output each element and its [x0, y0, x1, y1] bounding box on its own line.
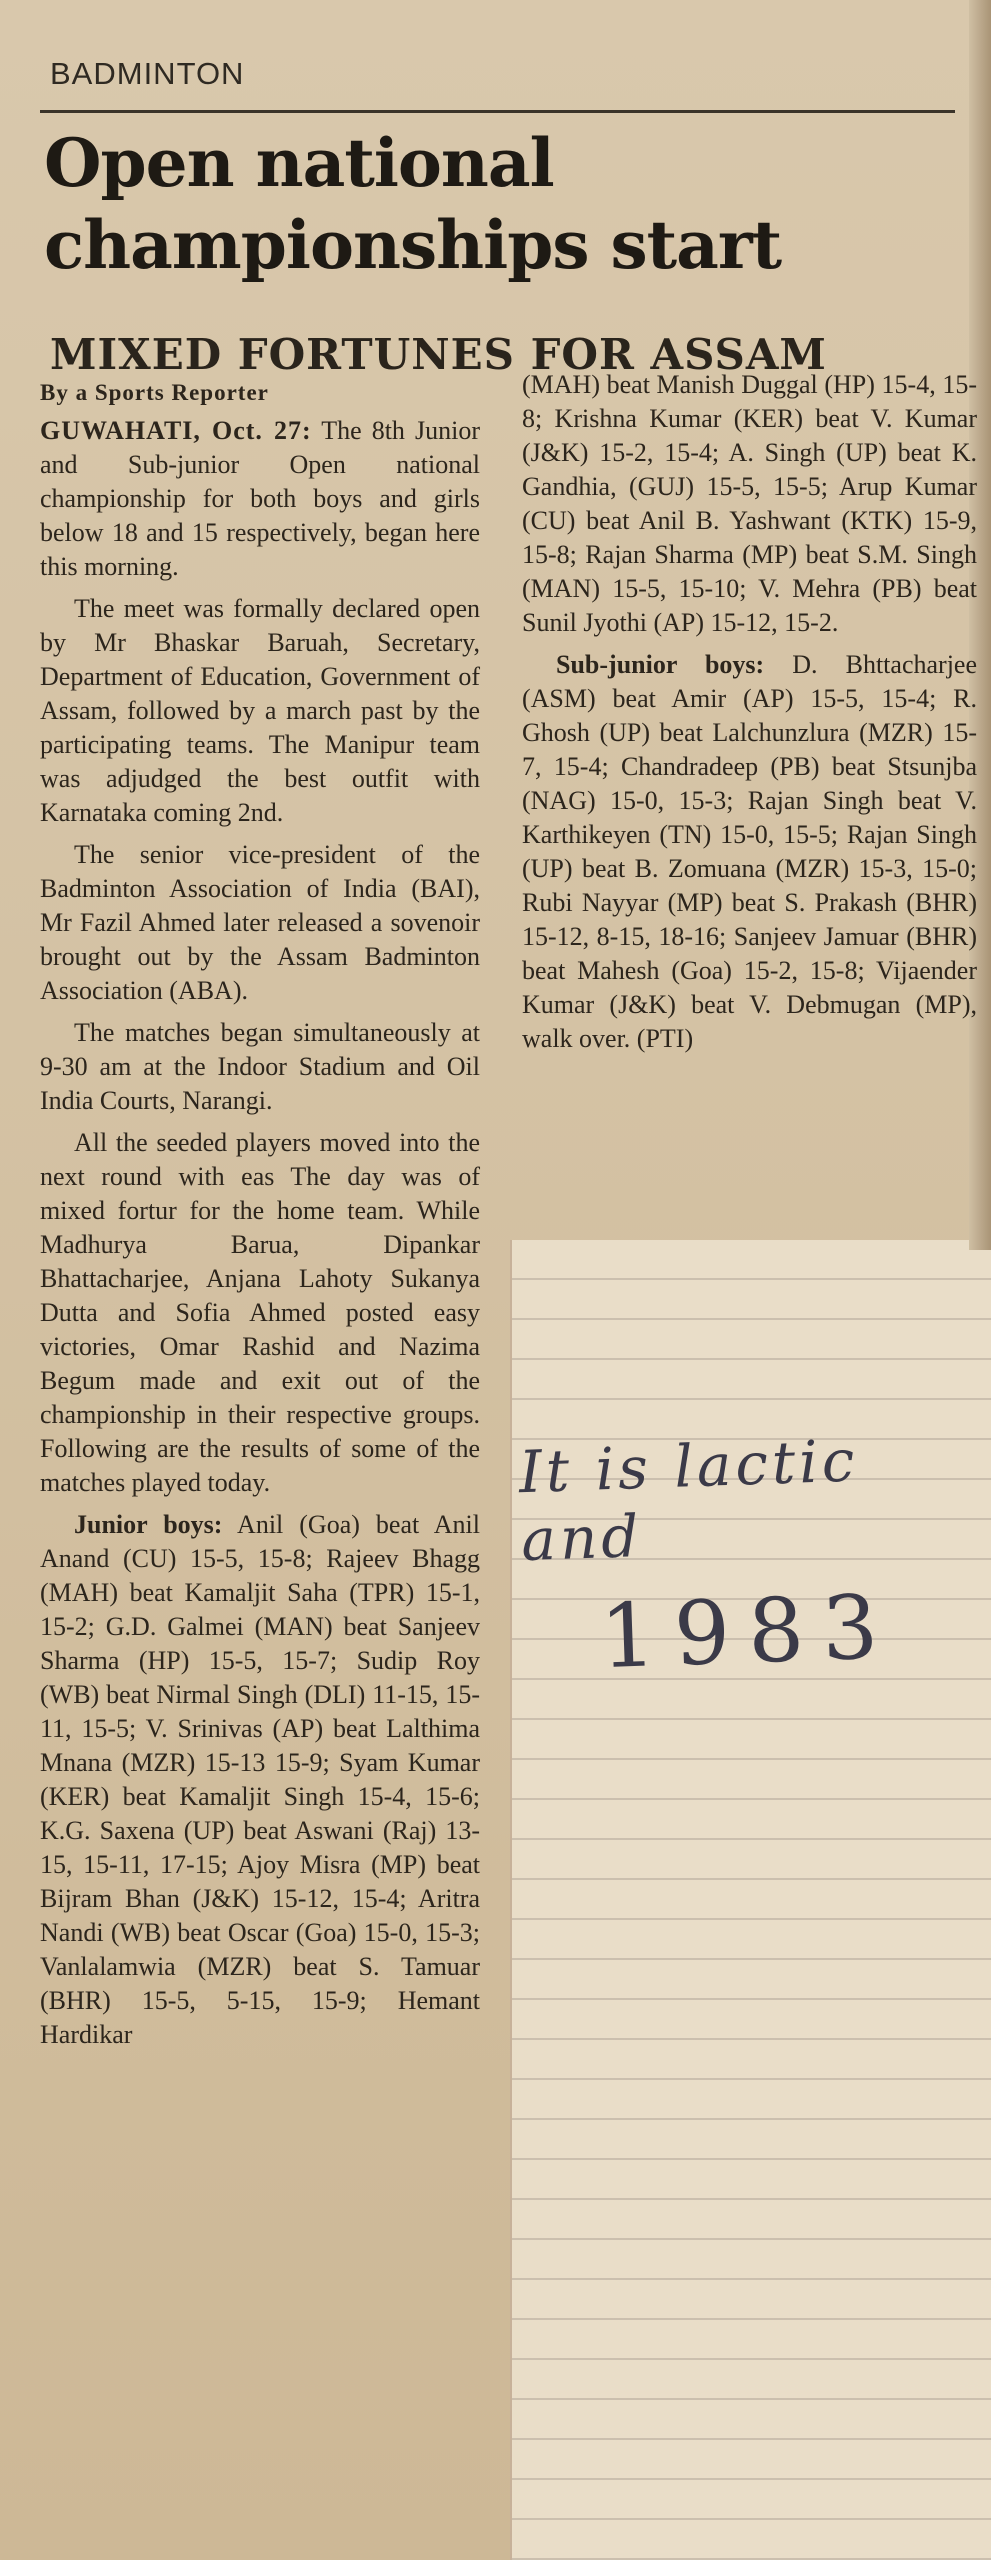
handwritten-note: It is lactic and — [517, 1426, 860, 1575]
junior-text: Anil (Goa) beat Anil Anand (CU) 15-5, 15-8; Rajeev Bhagg (MAH) beat Kamaljit Saha (TPR) 15-1, 15-2; G.D. Galmei (MAN) beat Sanjeev Sharma (HP) 15-5, 15-7; Sudip Roy (WB) beat Nirmal Singh (DLI) 11-15, 15-11, 15-5; V. Srinivas (AP) beat Lalthima Mnana (MZR) 15-13 15-9; Syam Kumar (KER) beat Kamaljit Singh 15-4, 15-6; K.G. Saxena (UP) beat Aswani (Raj) 13-15, 15-11, 17-15; Ajoy Misra (MP) beat Bijram Bhan (J&K) 15-12, 15-4; Aritra Nandi (WB) beat Oscar (Goa) 15-0, 15-3; Vanlalamwia (MZR) beat S. Tamuar (BHR) 15-5, 5-15, 15-9; Hemant Hardikar — [40, 1510, 481, 2049]
section-rule — [40, 110, 955, 113]
sub-junior-text: D. Bhttacharjee (ASM) beat Amir (AP) 15-5, 15-4; R. Ghosh (UP) beat Lalchunzlura (MZR) 15-7, 15-4; Chandradeep (PB) beat Stsunjba (NAG) 15-0, 15-3; Rajan Singh beat V. Karthikeyen (TN) 15-0, 15-5; Rajan Singh (UP) beat B. Zomuana (MZR) 15-3, 15-0; Rubi Nayyar (MP) beat S. Prakash (BHR) 15-12, 8-15, 18-16; Sanjeev Jamuar (BHR) beat Mahesh (Goa) 15-2, 15-8; Vijaender Kumar (J&K) beat V. Debmugan (MP), walk over. (PTI) — [522, 650, 977, 1053]
notepaper-margin — [510, 1240, 512, 2560]
sub-junior-results — [522, 648, 977, 1056]
junior-results — [40, 1508, 480, 2052]
right-column — [522, 368, 977, 1064]
section-label: BADMINTON — [50, 56, 245, 91]
paragraph-matches: The matches began simultaneously at 9-30 am at the Indoor Stadium and Oil India Courts, Narangi. — [40, 1018, 480, 1115]
lead-paragraph — [40, 414, 480, 584]
lead-text: The 8th Junior and Sub-junior Open national championship for both boys and girls below 18 and 15 respectively, began here this morning. — [40, 416, 480, 581]
paragraph-seeded: All the seeded players moved into the next round with eas The day was of mixed fortur for the home team. While Madhurya Barua, Dipankar Bhattacharjee, Anjana Lahoty Sukanya Dutta and Sofia Ahmed posted easy victories, Omar Rashid and Nazima Begum made and exit out of the championship in their respective groups. Following are the results of some of the matches played today. — [40, 1128, 480, 1497]
sub-junior-label: Sub-junior boys: — [556, 650, 765, 679]
subheadline: MIXED FORTUNES FOR ASSAM — [50, 330, 827, 379]
handwritten-year: 1983 — [598, 1574, 898, 1689]
byline: By a Sports Reporter — [40, 380, 269, 405]
paragraph-opening: The meet was formally declared open by Mr Bhaskar Baruah, Secretary, Department of Education, Government of Assam, followed by a march past by the participating teams. The Manipur team was adjudged the best outfit with Karnataka coming 2nd. — [40, 594, 480, 827]
junior-label: Junior boys: — [74, 1510, 223, 1539]
junior-results-cont: (MAH) beat Manish Duggal (HP) 15-4, 15-8; Krishna Kumar (KER) beat V. Kumar (J&K) 15-2, 15-4; A. Singh (UP) beat K. Gandhia, (GUJ) 15-5, 15-5; Arup Kumar (CU) beat Anil B. Yashwant (KTK) 15-9, 15-8; Rajan Sharma (MP) beat S.M. Singh (MAN) 15-5, 15-10; V. Mehra (PB) beat Sunil Jyothi (AP) 15-12, 15-2. — [522, 370, 977, 637]
headline: Open national championships start — [44, 124, 782, 284]
left-column — [40, 356, 480, 2060]
dateline: GUWAHATI, Oct. 27: — [40, 416, 312, 445]
paragraph-souvenir: The senior vice-president of the Badminton Association of India (BAI), Mr Fazil Ahmed later released a sovenoir brought out by the Assam Badminton Association (ABA). — [40, 840, 480, 1005]
